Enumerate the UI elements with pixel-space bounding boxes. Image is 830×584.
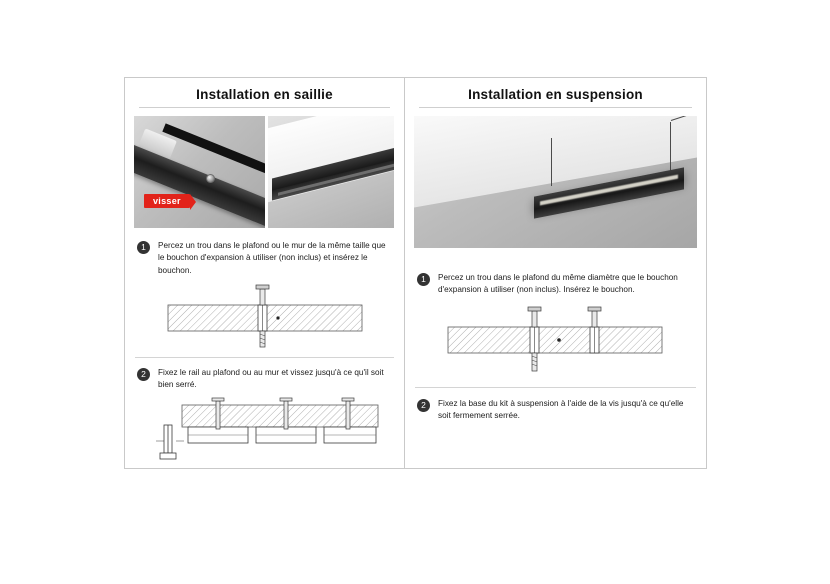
visser-callout-label: visser bbox=[144, 194, 190, 208]
right-step-2-text: Fixez la base du kit à suspension à l'aide de la vis jusqu'à ce qu'elle soit fermement serrée. bbox=[438, 398, 684, 420]
left-panel-title: Installation en saillie bbox=[196, 87, 333, 102]
left-photo-row bbox=[125, 108, 404, 228]
right-panel-title: Installation en suspension bbox=[468, 87, 643, 102]
left-step-1-diagram bbox=[150, 283, 380, 353]
left-step-2-diagram bbox=[140, 397, 390, 471]
suspension-wire bbox=[551, 138, 552, 186]
right-step-1-diagram bbox=[434, 305, 678, 377]
suspended-rail-photo bbox=[414, 116, 697, 248]
right-step-divider bbox=[415, 387, 696, 388]
left-step-1-text: Percez un trou dans le plafond ou le mur de la même taille que le bouchon d'expansion à utiliser (non inclus) et insérez le bouchon. bbox=[158, 241, 386, 275]
left-step-2-text: Fixez le rail au plafond ou au mur et vissez jusqu'à ce qu'il soit bien serré. bbox=[158, 367, 384, 390]
ceiling-mounted-rail-photo bbox=[268, 116, 394, 228]
suspension-wire bbox=[670, 122, 671, 175]
left-panel bbox=[125, 78, 405, 468]
left-step-1 bbox=[125, 240, 404, 277]
right-title-divider bbox=[419, 107, 692, 108]
instruction-sheet bbox=[124, 77, 707, 469]
right-step-1-number: 1 bbox=[417, 273, 430, 286]
left-step-divider bbox=[135, 357, 394, 358]
left-step-1-number: 1 bbox=[137, 241, 150, 254]
right-step-2 bbox=[405, 398, 706, 423]
right-panel bbox=[405, 78, 706, 468]
right-step-2-number: 2 bbox=[417, 399, 430, 412]
left-step-2-number: 2 bbox=[137, 368, 150, 381]
left-step-2 bbox=[125, 367, 404, 392]
right-step-1 bbox=[405, 272, 706, 297]
rail-closeup-photo bbox=[134, 116, 265, 228]
right-step-1-text: Percez un trou dans le plafond du même diamètre que le bouchon d'expansion à utiliser (non inclus). Insérez le bouchon. bbox=[438, 273, 678, 295]
screw-icon bbox=[206, 174, 215, 183]
